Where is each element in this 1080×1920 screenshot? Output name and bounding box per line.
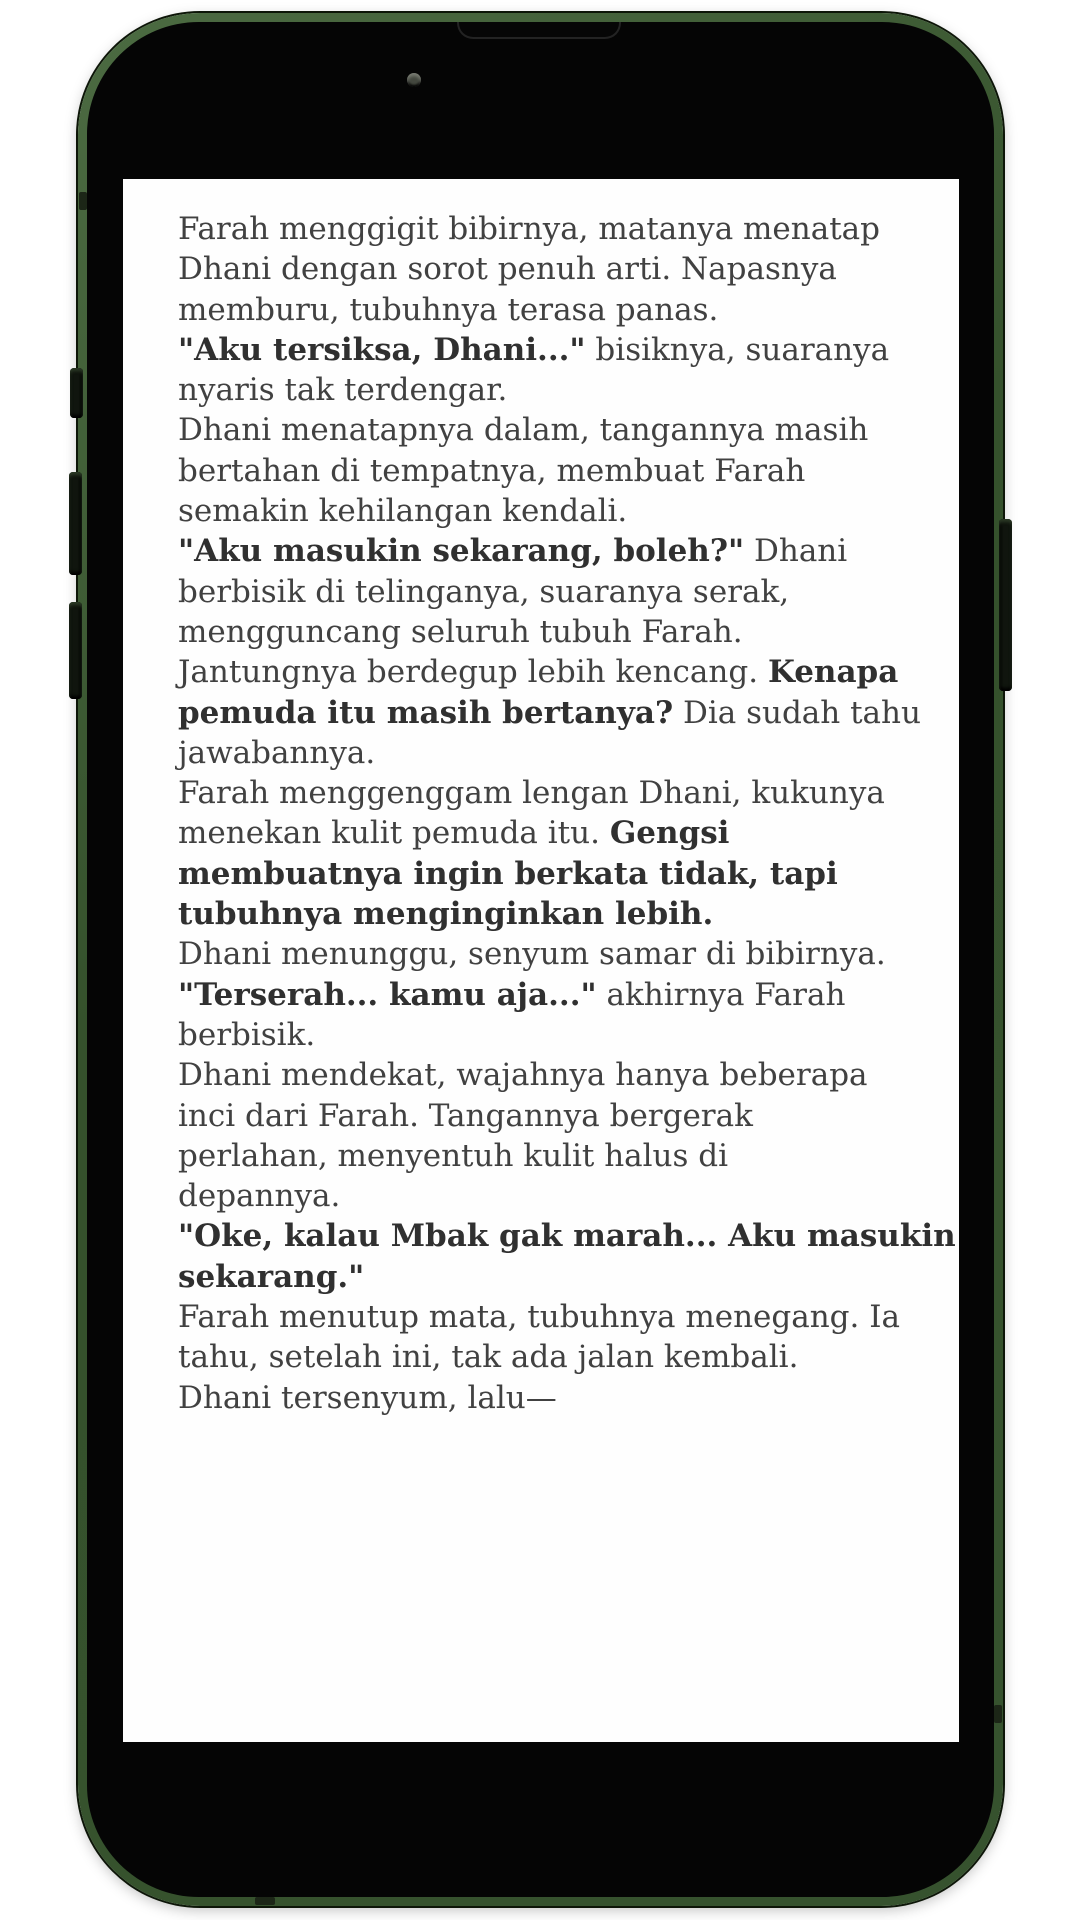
bold-text-segment: membuatnya ingin berkata tidak, tapi — [178, 855, 838, 892]
text-segment: Dhani menunggu, senyum samar di bibirnya. — [178, 936, 886, 973]
phone-frame — [78, 13, 1003, 1906]
bold-text-segment: Kenapa — [767, 654, 899, 691]
text-line — [178, 854, 959, 894]
text-line — [178, 290, 959, 330]
text-line — [178, 1337, 959, 1377]
text-segment: inci dari Farah. Tangannya bergerak — [178, 1097, 753, 1134]
volume-down-button — [69, 602, 82, 699]
text-segment: Jantungnya berdegup lebih kencang. — [178, 654, 768, 691]
text-segment: perlahan, menyentuh kulit halus di — [178, 1137, 729, 1174]
phone-screen — [87, 22, 994, 1897]
antenna-band — [994, 1705, 1002, 1723]
text-line — [178, 612, 959, 652]
text-segment: nyaris tak terdengar. — [178, 372, 508, 409]
text-line — [178, 1216, 959, 1256]
bold-text-segment: pemuda itu masih bertanya? — [178, 694, 674, 731]
text-segment: berbisik di telinganya, suaranya serak, — [178, 573, 790, 610]
reading-page[interactable] — [123, 179, 959, 1742]
text-line — [178, 1136, 959, 1176]
bold-text-segment: sekarang." — [178, 1258, 365, 1295]
text-segment: Farah menggigit bibirnya, matanya menatap — [178, 211, 880, 247]
text-line — [178, 370, 959, 410]
text-line — [178, 330, 959, 370]
page-text — [178, 209, 959, 1418]
text-segment: semakin kehilangan kendali. — [178, 493, 628, 530]
bold-text-segment: "Oke, kalau Mbak gak marah... Aku masukin — [178, 1218, 956, 1255]
volume-up-button — [69, 472, 82, 575]
text-segment: menekan kulit pemuda itu. — [178, 815, 610, 852]
text-segment: Dhani menatapnya dalam, tangannya masih — [178, 412, 869, 449]
text-segment: depannya. — [178, 1178, 341, 1215]
text-segment: Dia sudah tahu — [673, 694, 921, 731]
text-segment: akhirnya Farah — [596, 976, 846, 1013]
text-line — [178, 1176, 959, 1216]
text-line — [178, 1257, 959, 1297]
text-line — [178, 894, 959, 934]
bold-text-segment: tubuhnya menginginkan lebih. — [178, 896, 714, 933]
text-line — [178, 1297, 959, 1337]
text-line — [178, 451, 959, 491]
text-line — [178, 209, 959, 249]
text-segment: mengguncang seluruh tubuh Farah. — [178, 613, 743, 650]
bold-text-segment: "Aku masukin sekarang, boleh?" — [178, 533, 745, 570]
text-line — [178, 491, 959, 531]
text-segment: Dhani mendekat, wajahnya hanya beberapa — [178, 1057, 868, 1094]
text-segment: Dhani — [744, 533, 848, 570]
front-camera-dot — [407, 73, 421, 87]
text-segment: jawabannya. — [178, 734, 376, 771]
text-segment: tahu, setelah ini, tak ada jalan kembali. — [178, 1339, 799, 1376]
notch — [457, 22, 621, 39]
text-segment: Farah menutup mata, tubuhnya menegang. Ia — [178, 1299, 900, 1336]
text-line — [178, 249, 959, 289]
text-line — [178, 934, 959, 974]
text-segment: berbisik. — [178, 1016, 316, 1053]
text-line — [178, 652, 959, 692]
text-line — [178, 410, 959, 450]
text-line — [178, 1055, 959, 1095]
text-segment: Dhani dengan sorot penuh arti. Napasnya — [178, 251, 837, 288]
text-line — [178, 813, 959, 853]
mute-switch — [70, 368, 83, 418]
antenna-band — [79, 192, 87, 210]
text-segment: bisiknya, suaranya — [585, 331, 890, 368]
text-line — [178, 531, 959, 571]
text-line — [178, 773, 959, 813]
text-line — [178, 733, 959, 773]
text-line — [178, 1096, 959, 1136]
bold-text-segment: "Aku tersiksa, Dhani..." — [178, 331, 586, 368]
text-line — [178, 975, 959, 1015]
text-line — [178, 1015, 959, 1055]
power-button — [999, 519, 1012, 691]
text-line — [178, 693, 959, 733]
bold-text-segment: Gengsi — [609, 815, 730, 852]
bold-text-segment: "Terserah... kamu aja..." — [178, 976, 597, 1013]
antenna-band — [255, 1897, 275, 1905]
text-line — [178, 572, 959, 612]
text-line — [178, 1378, 959, 1418]
text-segment: Dhani tersenyum, lalu— — [178, 1379, 557, 1416]
text-segment: memburu, tubuhnya terasa panas. — [178, 291, 719, 328]
text-segment: Farah menggenggam lengan Dhani, kukunya — [178, 775, 885, 812]
text-segment: bertahan di tempatnya, membuat Farah — [178, 452, 806, 489]
